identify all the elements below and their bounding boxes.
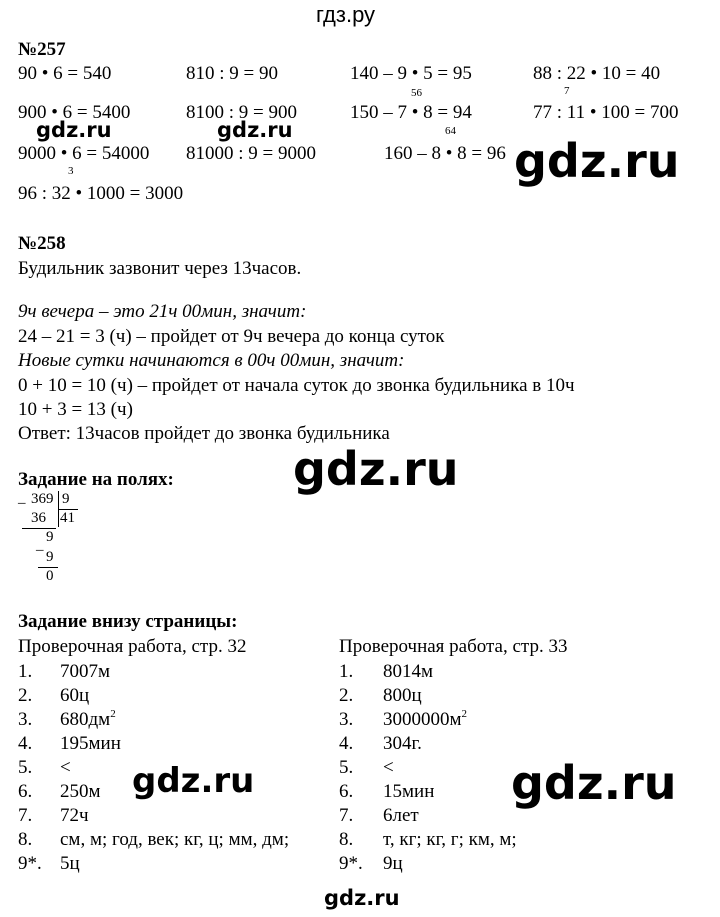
- expr-note: 56: [411, 87, 422, 99]
- task-258-title: №258: [18, 233, 66, 254]
- item-answer: 8014м: [383, 661, 434, 682]
- solution-line: 0 + 10 = 10 (ч) – пройдет от начала суток до звонка будильника в 10ч: [18, 375, 575, 396]
- subtrahend: 9: [46, 549, 54, 565]
- watermark: gdz.ru: [36, 118, 112, 142]
- solution-line: Новые сутки начинаются в 00ч 00мин, значит:: [18, 350, 405, 371]
- item-number: 5.: [18, 757, 33, 778]
- expr-r2c1: 900 • 6 = 5400: [18, 102, 131, 123]
- watermark: gdz.ru: [514, 134, 680, 188]
- item-answer: 5ц: [60, 853, 80, 874]
- item-number: 7.: [339, 805, 354, 826]
- solution-line: 10 + 3 = 13 (ч): [18, 399, 133, 420]
- item-answer: 195мин: [60, 733, 121, 754]
- remainder: 9: [46, 529, 54, 545]
- task-257-title: №257: [18, 39, 66, 60]
- remainder: 0: [46, 568, 54, 584]
- item-number: 2.: [18, 685, 33, 706]
- expr-r2c4: 77 : 11 • 100 = 700: [533, 102, 679, 123]
- item-answer: 800ц: [383, 685, 422, 706]
- item-answer: <: [383, 757, 394, 778]
- expr-r2c3: 150 – 7 • 8 = 94: [350, 102, 472, 123]
- item-answer: 6лет: [383, 805, 419, 826]
- right-heading: Проверочная работа, стр. 33: [339, 636, 568, 657]
- item-answer: <: [60, 757, 71, 778]
- item-answer: 9ц: [383, 853, 403, 874]
- left-heading: Проверочная работа, стр. 32: [18, 636, 247, 657]
- item-answer: 680дм: [60, 709, 111, 730]
- expr-r3c1: 9000 • 6 = 54000: [18, 143, 150, 164]
- expr-r1c1: 90 • 6 = 540: [18, 63, 112, 84]
- item-answer: 304г.: [383, 733, 422, 754]
- item-answer: т, кг; кг, г; км, м;: [383, 829, 517, 850]
- watermark: gdz.ru: [293, 442, 459, 496]
- margin-task-title: Задание на полях:: [18, 469, 174, 490]
- item-number: 4.: [18, 733, 33, 754]
- item-answer: 250м: [60, 781, 101, 802]
- expr-r1c4: 88 : 22 • 10 = 40: [533, 63, 661, 84]
- item-number: 5.: [339, 757, 354, 778]
- bottom-task-title: Задание внизу страницы:: [18, 611, 238, 632]
- item-number: 9*.: [18, 853, 42, 874]
- expr-r2c2: 8100 : 9 = 900: [186, 102, 297, 123]
- solution-line: 24 – 21 = 3 (ч) – пройдет от 9ч вечера до конца суток: [18, 326, 445, 347]
- item-answer: см, м; год, век; кг, ц; мм, дм;: [60, 829, 290, 850]
- item-number: 8.: [18, 829, 33, 850]
- expr-r4: 96 : 32 • 1000 = 3000: [18, 183, 184, 204]
- item-answer: 60ц: [60, 685, 90, 706]
- divisor: 9: [62, 491, 70, 507]
- site-title[interactable]: гдз.ру: [316, 2, 376, 27]
- expr-note: 3: [68, 165, 74, 177]
- watermark: gdz.ru: [132, 761, 255, 801]
- item-number: 6.: [339, 781, 354, 802]
- item-number: 3.: [339, 709, 354, 730]
- minus-sign: –: [18, 495, 26, 511]
- expr-r1c3: 140 – 9 • 5 = 95: [350, 63, 472, 84]
- item-number: 8.: [339, 829, 354, 850]
- power: 2: [461, 708, 468, 720]
- item-answer-with-power: [60, 710, 116, 729]
- item-number: 6.: [18, 781, 33, 802]
- watermark: gdz.ru: [217, 118, 293, 142]
- item-number: 1.: [18, 661, 33, 682]
- item-number: 1.: [339, 661, 354, 682]
- item-number: 3.: [18, 709, 33, 730]
- solution-line: Ответ: 13часов пройдет до звонка будильника: [18, 423, 390, 444]
- item-answer-with-power: [383, 710, 467, 729]
- item-answer: 15мин: [383, 781, 435, 802]
- subtrahend: 36: [31, 510, 46, 526]
- watermark: gdz.ru: [511, 756, 677, 810]
- minus-sign: –: [36, 542, 44, 558]
- item-number: 4.: [339, 733, 354, 754]
- expr-r3c2: 81000 : 9 = 9000: [186, 143, 316, 164]
- power: 2: [110, 708, 116, 720]
- item-answer: 72ч: [60, 805, 89, 826]
- expr-note: 7: [564, 85, 570, 97]
- quotient: 41: [60, 510, 75, 526]
- item-number: 2.: [339, 685, 354, 706]
- expr-r1c2: 810 : 9 = 90: [186, 63, 278, 84]
- dividend: 369: [31, 491, 54, 507]
- item-answer: 3000000м: [383, 709, 462, 730]
- item-number: 7.: [18, 805, 33, 826]
- answer-line: Будильник зазвонит через 13часов.: [18, 258, 302, 279]
- item-number: 9*.: [339, 853, 363, 874]
- item-answer: 7007м: [60, 661, 111, 682]
- expr-r3c3: 160 – 8 • 8 = 96: [384, 143, 506, 164]
- solution-line: 9ч вечера – это 21ч 00мин, значит:: [18, 301, 307, 322]
- watermark: gdz.ru: [324, 886, 400, 910]
- expr-note: 64: [445, 125, 456, 137]
